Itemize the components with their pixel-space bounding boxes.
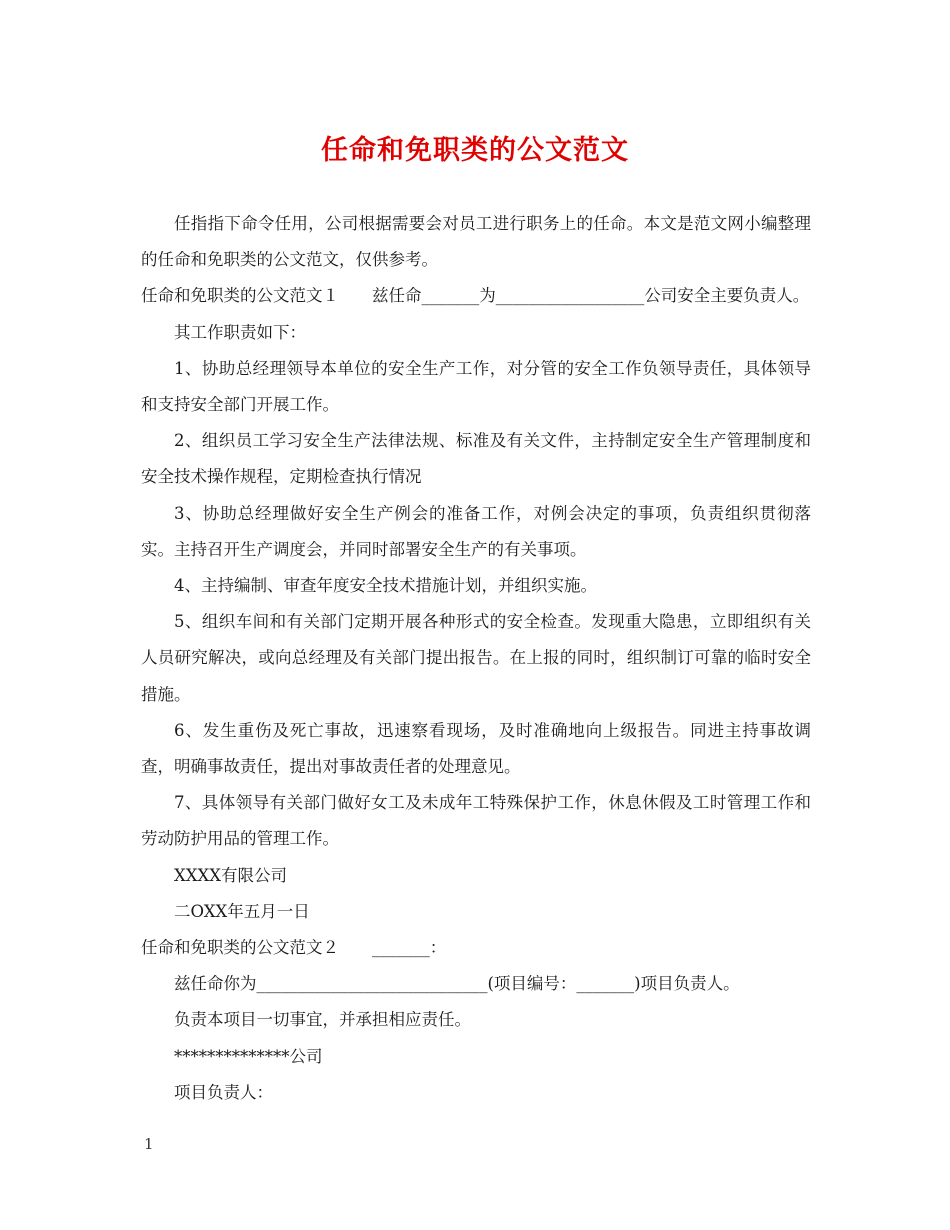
sample2-responsibility: 负责本项目一切事宜，并承担相应责任。 [174,1010,471,1030]
sample1-company: XXXX有限公司 [174,865,287,885]
sample2-heading: 任命和免职类的公文范文２ _______： [141,938,447,958]
duty-item-2: 2、组织员工学习安全生产法律法规、标准及有关文件，主持制定安全生产管理制度和安全技术操作规程，定期检查执行情况 [141,431,811,487]
document-title: 任命和免职类的公文范文 [321,135,629,166]
duty-item-5: 5、组织车间和有关部门定期开展各种形式的安全检查。发现重大隐患，立即组织有关人员研究解决，或向总经理及有关部门提出报告。在上报的同时，组织制订可靠的临时安全措施。 [141,612,811,704]
sample1-date: 二OXX年五月一日 [174,901,310,921]
duty-item-6: 6、发生重伤及死亡事故，迅速察看现场，及时准确地向上级报告。同进主持事故调查，明确事故责任，提出对事故责任者的处理意见。 [141,720,811,777]
sample2-appointment: 兹任命你为____________________________(项目编号：_______)项目负责人。 [174,974,740,994]
duty-item-1: 1、协助总经理领导本单位的安全生产工作，对分管的安全工作负领导责任，具体领导和支持安全部门开展工作。 [141,358,811,415]
page-number: 1 [144,1135,154,1153]
sample2-company: **************公司 [174,1046,323,1066]
intro-paragraph: 任指指下命令任用，公司根据需要会对员工进行职务上的任命。本文是范文网小编整理的任命和免职类的公文范文，仅供参考。 [141,214,811,270]
sample2-signature: 项目负责人： [174,1082,273,1102]
duty-item-4: 4、主持编制、审查年度安全技术措施计划，并组织实施。 [174,576,597,596]
document-body [141,206,811,1111]
duties-heading: 其工作职责如下： [174,322,306,342]
duty-item-3: 3、协助总经理做好安全生产例会的准备工作，对例会决定的事项，负责组织贯彻落实。主持召开生产调度会，并同时部署安全生产的有关事项。 [141,503,811,559]
sample1-appointment: 任命和免职类的公文范文１ 兹任命_______为__________________公司安全主要负责人。 [141,286,810,306]
duty-item-7: 7、具体领导有关部门做好女工及未成年工特殊保护工作，休息休假及工时管理工作和劳动防护用品的管理工作。 [141,793,811,849]
